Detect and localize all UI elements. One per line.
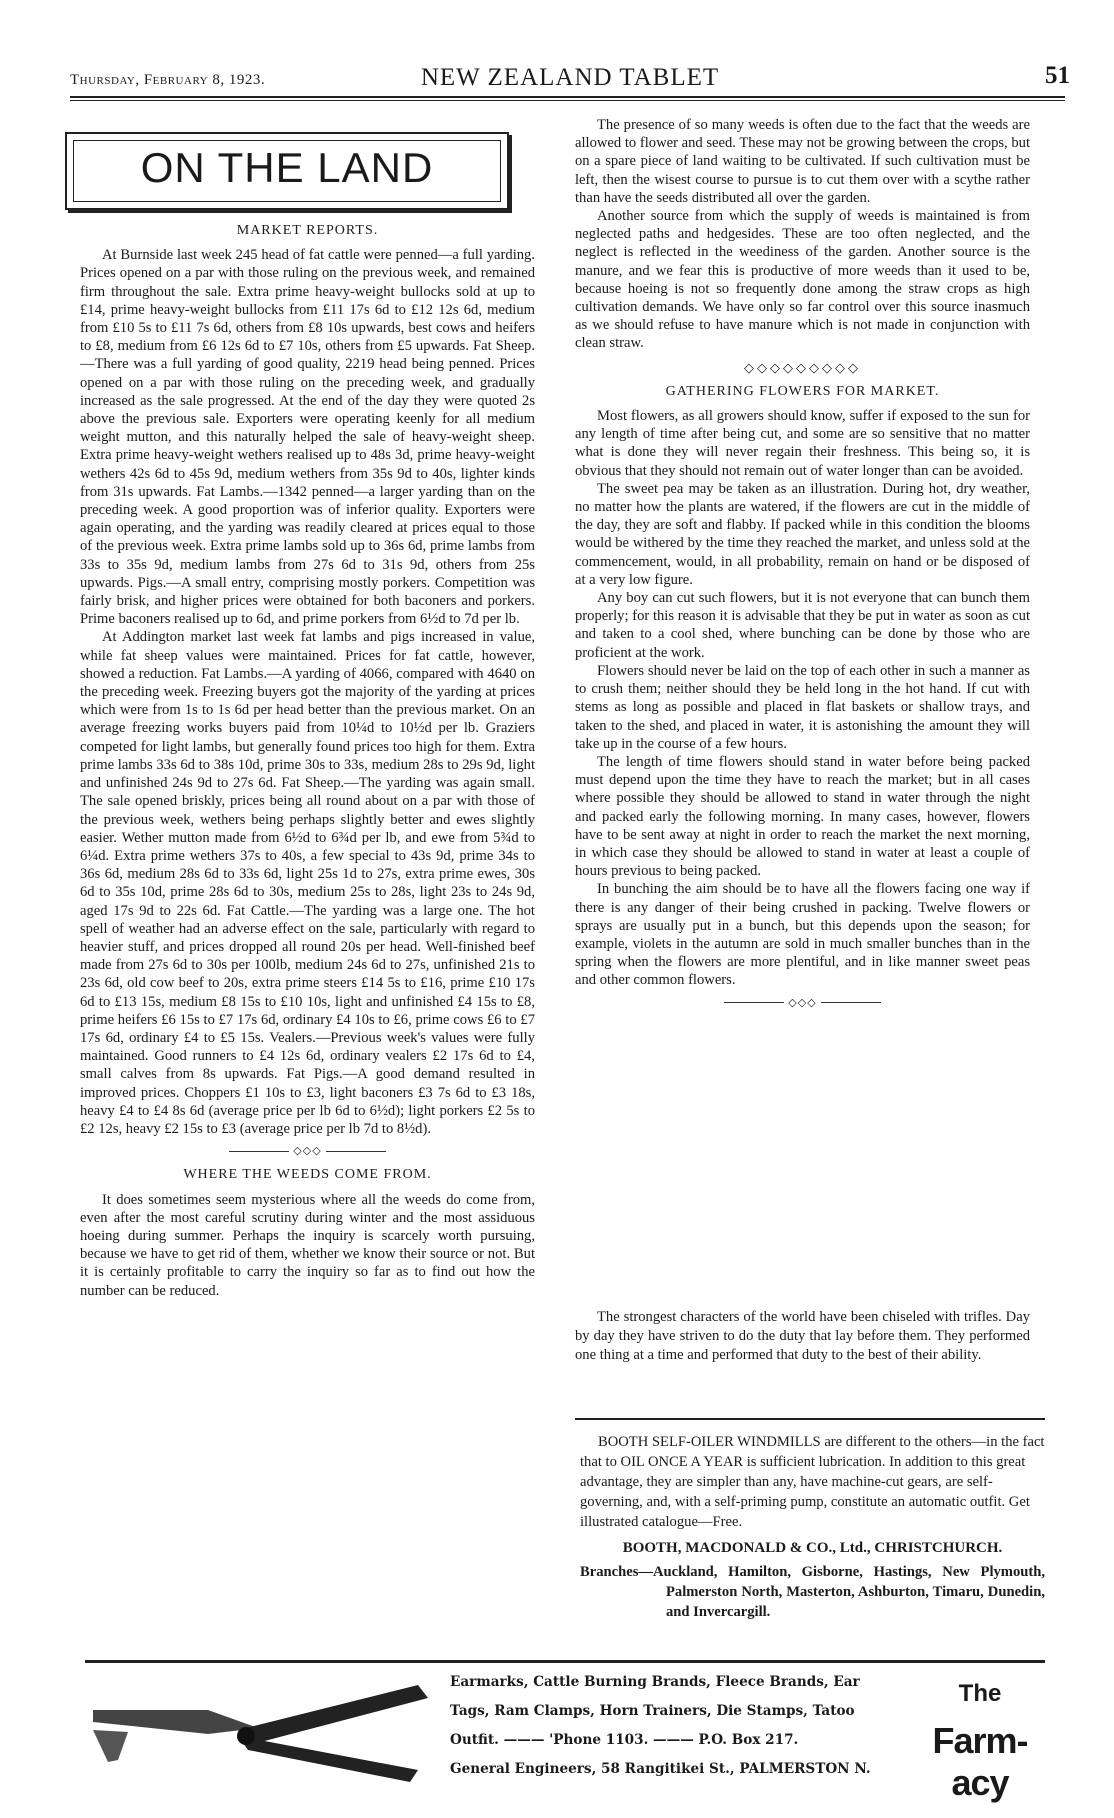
- publication-title: NEW ZEALAND TABLET: [420, 64, 720, 91]
- plier-pivot: [237, 1727, 255, 1745]
- weeds-paragraph: It does sometimes seem mysterious where all the weeds do come from, even after the most careful scrutiny during winter and the most assiduous hoeing during summer. Perhaps the inquiry is scarcely worth pursuing, because we have to get rid of them, whether we know their source or not. But it is certainly profitable to carry the inquiry so far as to find out how the number can be reduced.: [80, 1191, 535, 1299]
- weeds-heading: WHERE THE WEEDS COME FROM.: [183, 1167, 432, 1183]
- flowers-paragraph: Most flowers, as all growers should know, suffer if exposed to the sun for any length of time after being cut, and some are so sensitive that no matter what is done they will never regain their freshness. This being so, it is obvious that they should not remain out of water longer than can be avoided.: [575, 408, 1030, 479]
- advert-rule: [575, 1418, 1045, 1420]
- issue-date: Thursday, February 8, 1923.: [70, 72, 266, 88]
- right-column: [575, 116, 1030, 1018]
- flowers-paragraph: In bunching the aim should be to have all the flowers facing one way if there is any danger of their being crushed in packing. Twelve flowers or sprays are usually put in a bunch, but this depends upon the season; for example, violets in the autumn are sold in much smaller bunches than in the spring when the flowers are more plentiful, and in like manner sweet peas and other common flowers.: [575, 881, 1030, 989]
- flowers-paragraph: The length of time flowers should stand in water before being packed must depend upon the time they have to reach the market; but in all cases where possible they should be allowed to stand in water through the night and packed early the following morning. In many cases, however, flowers have to be sent away at night in order to reach the market the next morning, in which case they should be allowed to stand in water at least a couple of hours previous to being packed.: [575, 753, 1030, 880]
- flowers-paragraph: Flowers should never be laid on the top of each other in such a manner as to crush them; neither should they be held long in the hot hand. If cut with stems as long as possible and placed in flat baskets or shallow trays, and taken to the shed, and placed in water, it is astonishing the amount they will take up in the course of a few hours.: [575, 662, 1030, 752]
- plier-jaw-top: [93, 1710, 258, 1734]
- weeds-paragraph: The presence of so many weeds is often due to the fact that the weeds are allowed to flower and seed. These may not be growing between the crops, but on a spare piece of land waiting to be cultivated. If such cultivation must be left, then the wisest course to pursue is to cut them over with a scythe rather than have the seeds distributed all over the garden.: [575, 117, 1030, 206]
- booth-firm-name: BOOTH, MACDONALD & CO., Ltd., CHRISTCHURCH.: [622, 1540, 1003, 1556]
- divider-ornament-icon: ◇◇◇: [293, 1145, 322, 1158]
- flowers-paragraph: The sweet pea may be taken as an illustration. During hot, dry weather, no matter how the plants are watered, if the flowers are cut in the middle of the day, they are soft and flabby. If packed while in this condition the blooms would be withered by the time they reached the market, and unless sold at the commencement, would, in all probability, remain on hand or be disposed of at a very low figure.: [575, 480, 1030, 588]
- booth-advert: [580, 1432, 1045, 1622]
- plier-handle-top: [238, 1685, 428, 1744]
- advert-line: Outfit. ——— 'Phone 1103. ——— P.O. Box 217.: [450, 1732, 799, 1748]
- market-paragraph: At Addington market last week fat lambs and pigs increased in value, while fat sheep values were maintained. Prices for fat cattle, however, showed a reduction. Fat Lambs.—A yarding of 4066, compared with 4640 on the preceding week. Freezing buyers got the majority of the yarding at prices which were from 1s to 1s 6d per head better than the previous market. On an average freezing works buyers paid from 10¼d to 10½d per lb. Graziers competed for light lambs, but generally found prices too high for them. Extra prime lambs 33s 6d to 38s 10d, prime 30s to 33s, medium 28s to 29s 9d, light and unfinished 24s 9d to 27s 6d. Fat Sheep.—The yarding was again small. The sale opened briskly, prices being all round about on a par with those of the previous week, wethers being perhaps slightly better and ewes slightly easier. Wether mutton made from 6½d to 6¾d per lb, and ewe from 5¾d to 6¼d. Extra prime wethers 37s to 40s, a few special to 43s 9d, prime 34s to 36s 6d, medium 28s 6d to 33s 6d, light 25s 1d to 27s, extra prime ewes, 30s 6d to 35s 10d, prime 28s 6d to 30s, medium 25s to 28s, light 23s to 24s 9d, aged 17s 9d to 22s 6d. Fat Cattle.—The yarding was a large one. The hot spell of weather had an adverse effect on the sale, particularly with regard to heavier stuff, and prices dropped all round 20s per head. Well-finished beef made from 27s 6d to 30s per 100lb, medium 24s 6d to 27s, unfinished 21s to 23s 6d, old cow beef to 20s, extra prime steers £14 5s to £16, prime £10 17s 6d to £13 15s, medium £8 15s to £10 10s, light and unfinished £4 15s to £8, prime heifers £6 15s to £7 17s 6d, ordinary £4 10s to £6, prime cows £6 to £7 17s 6d, ordinary £4 to £5 15s. Vealers.—Previous week's values were fully maintained. Good runners to £4 12s 6d, ordinary vealers £2 17s 6d to £4, small calves from 8s upwards. Fat Pigs.—A good demand resulted in improved prices. Choppers £1 10s to £3, light baconers £3 7s 6d to £3 18s, heavy £4 to £4 8s 6d (average price per lb 6d to 6½d); light porkers £2 5s to £2 12s, heavy £2 15s to £3 (average price per lb 7d to 8½d).: [80, 629, 535, 1137]
- quote-block: [575, 1308, 1030, 1365]
- plier-handle-bottom: [238, 1736, 418, 1782]
- plier-tag: [93, 1730, 128, 1762]
- market-paragraph: At Burnside last week 245 head of fat cattle were penned—a full yarding. Prices opened on a par with those ruling on the previous week, and remained firm throughout the sale. Extra prime heavy-weight bullocks sold at up to £14, prime heavy-weight bullocks from £11 17s 6d to £12 12s 6d, medium from £10 5s to £11 7s 6d, others from £8 10s upwards, best cows and heifers to £8, medium from £6 12s 6d to £7 10s, others from £5 upwards. Fat Sheep.—There was a full yarding of good quality, 2219 head being penned. Prices opened on a par with those ruling on the preceding week, and gradually increased as the sale progressed. At the end of the day they were quoted 2s above the previous sale. Exporters were operating keenly for all medium weight mutton, and this naturally helped the sale of heavy-weight sheep. Extra prime heavy-weight wethers realised up to 48s 3d, prime heavy-weight wethers 42s 6d to 45s 9d, medium wethers from 35s 9d to 40s, lighter kinds from 31s upwards. Fat Lambs.—1342 penned—a larger yarding than on the preceding week. A good proportion was of inferior quality. Exporters were again operating, and the yarding was readily cleared at prices equal to those of the previous week. Extra prime lambs sold up to 36s 6d, prime lambs from 33s to 35s 9d, medium lambs from 27s 6d to 31s 9d, others from 25s upwards. Pigs.—A small entry, comprising mostly porkers. Competition was fairly brisk, and higher prices were obtained for both baconers and porkers. Prime baconers realised up to 6d, and prime porkers from 6½d to 7d per lb.: [80, 247, 535, 628]
- footer-advert-rule: [85, 1660, 1045, 1663]
- ear-tag-pliers-icon: [88, 1670, 438, 1790]
- flowers-heading: GATHERING FLOWERS FOR MARKET.: [665, 383, 940, 399]
- page-header: [70, 62, 1070, 96]
- section-title: ON THE LAND: [140, 144, 434, 191]
- weeds-paragraph: Another source from which the supply of weeds is maintained is from neglected paths and hedgesides. These are too often neglected, and the neglect is reflected in the weediness of the garden. Another source is the manure, and we fear this is productive of more weeds than it used to be, because hoeing is not so frequently done among the straw crops as high cultivation demands. We have only so far control over this source inasmuch as we should refuse to have manure which is not made in conjunction with clean straw.: [575, 208, 1030, 352]
- page-number: 51: [1045, 62, 1070, 89]
- booth-advert-body: BOOTH SELF-OILER WINDMILLS are different to the others—in the fact that to OIL ONCE A YEAR is sufficient lubrication. In addition to this great advantage, they are simpler than any, have machine-cut gears, are self-governing, and, with a self-priming pump, constitute an automatic outfit. Get illustrated catalogue—Free.: [580, 1434, 1045, 1530]
- header-rule: [70, 96, 1065, 98]
- brand-name: Farm-acy: [932, 1720, 1028, 1803]
- brand-article: The: [958, 1680, 1002, 1707]
- section-title-box: [65, 132, 509, 210]
- divider-ornament-icon: ◇◇◇: [788, 996, 817, 1009]
- flowers-paragraph: Any boy can cut such flowers, but it is not everyone that can bunch them properly; for this reason it is advisable that they be put in water as soon as cut and taken to a cool shed, where bunching can be done by those who are proficient at the work.: [575, 590, 1030, 661]
- left-column: [80, 216, 535, 1300]
- booth-branches: Branches—Auckland, Hamilton, Gisborne, Hastings, New Plymouth, Palmerston North, Masterton, Ashburton, Timaru, Dunedin, and Invercargill.: [580, 1564, 1045, 1620]
- farmacy-brand: [915, 1680, 1045, 1804]
- section-divider: [80, 1142, 535, 1160]
- ornament-divider: ◇◇◇◇◇◇◇◇◇: [744, 359, 861, 375]
- advert-line: General Engineers, 58 Rangitikei St., PALMERSTON N.: [450, 1761, 871, 1777]
- market-heading: MARKET REPORTS.: [236, 223, 379, 238]
- advert-line: Tags, Ram Clamps, Horn Trainers, Die Stamps, Tatoo: [450, 1703, 855, 1719]
- section-divider: [575, 994, 1030, 1012]
- advert-line: Earmarks, Cattle Burning Brands, Fleece Brands, Ear: [450, 1674, 860, 1690]
- quote-text: The strongest characters of the world have been chiseled with trifles. Day by day they have striven to do the duty that lay before them. They performed one thing at a time and performed that duty to the best of their ability.: [575, 1309, 1030, 1363]
- farmacy-advert: [450, 1668, 910, 1784]
- header-rule-thin: [70, 100, 1065, 101]
